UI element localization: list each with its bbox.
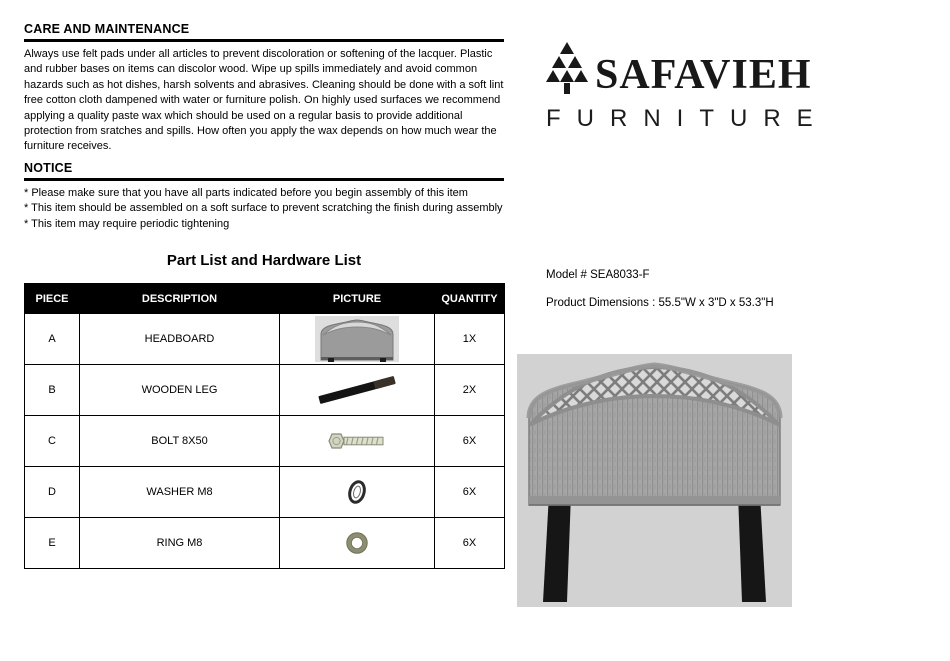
notice-item: * This item should be assembled on a soft surface to prevent scratching the finish during assembly xyxy=(24,202,503,215)
product-dimensions: Product Dimensions : 55.5"W x 3"D x 53.3"H xyxy=(546,297,774,309)
brand-name-text: SAFAVIEH xyxy=(595,52,812,98)
headboard-thumbnail-icon xyxy=(280,314,434,364)
bolt-icon xyxy=(280,416,434,466)
quantity-cell: 6X xyxy=(435,467,505,518)
piece-cell: E xyxy=(25,518,80,569)
quantity-cell: 6X xyxy=(435,416,505,467)
notice-item: * Please make sure that you have all parts indicated before you begin assembly of this item xyxy=(24,186,468,199)
part-list-title: Part List and Hardware List xyxy=(166,252,362,270)
table-row-bolt xyxy=(25,416,505,467)
col-header-quantity: QUANTITY xyxy=(435,284,505,314)
description-cell: HEADBOARD xyxy=(80,314,280,365)
quantity-cell: 2X xyxy=(435,365,505,416)
notice-heading: NOTICE xyxy=(24,161,504,181)
quantity-cell: 6X xyxy=(435,518,505,569)
brand-logo-row xyxy=(546,42,838,99)
picture-cell xyxy=(280,416,435,467)
left-column xyxy=(24,22,504,569)
description-cell: WOODEN LEG xyxy=(80,365,280,416)
picture-cell xyxy=(280,314,435,365)
brand-logo xyxy=(546,42,838,133)
model-number: Model # SEA8033-F xyxy=(546,269,650,281)
piece-cell: C xyxy=(25,416,80,467)
ring-icon xyxy=(280,518,434,568)
table-row-washer xyxy=(25,467,505,518)
headboard-product-image xyxy=(517,354,792,607)
notice-item: * This item may require periodic tightening xyxy=(24,217,230,230)
col-header-piece: PIECE xyxy=(25,284,80,314)
description-cell: WASHER M8 xyxy=(80,467,280,518)
quantity-cell: 1X xyxy=(435,314,505,365)
picture-cell xyxy=(280,518,435,569)
description-cell: BOLT 8X50 xyxy=(80,416,280,467)
piece-cell: D xyxy=(25,467,80,518)
table-row-wooden-leg xyxy=(25,365,505,416)
table-row-headboard xyxy=(25,314,505,365)
tree-logo-icon xyxy=(546,42,588,99)
description-cell: RING M8 xyxy=(80,518,280,569)
table-header-row xyxy=(25,284,505,314)
col-header-picture: PICTURE xyxy=(280,284,435,314)
col-header-description: DESCRIPTION xyxy=(80,284,280,314)
care-heading: CARE AND MAINTENANCE xyxy=(24,22,504,42)
piece-cell: B xyxy=(25,365,80,416)
piece-cell: A xyxy=(25,314,80,365)
brand-subname-text: FURNITURE xyxy=(546,105,829,132)
parts-table xyxy=(24,283,505,569)
wooden-leg-icon xyxy=(280,365,434,415)
picture-cell xyxy=(280,467,435,518)
care-body-text: Always use felt pads under all articles to prevent discoloration or softening of the lacquer. Plastic and rubber bases on items can discolor wood. Wipe up spills immediately and avoid common hazards such as hot dishes, harsh solvents and abrasives. Cleaning should be done with a soft lint free cotton cloth dampened with water or furniture polish. On highly used surfaces we recommend applying a quality paste wax which should be used on a regular basis to provide additional protection from sratches and spills. How often you apply the wax depends on how much wear the furniture receives. xyxy=(24,48,504,153)
product-photo xyxy=(517,354,792,607)
washer-icon xyxy=(280,467,434,517)
picture-cell xyxy=(280,365,435,416)
table-row-ring xyxy=(25,518,505,569)
